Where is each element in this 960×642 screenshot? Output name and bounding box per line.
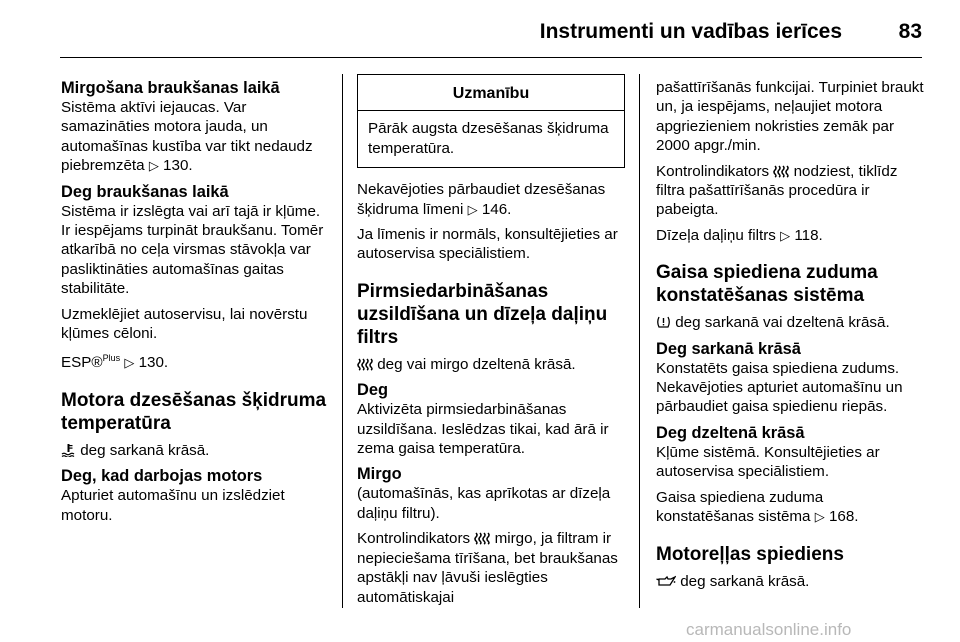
- column-1: [61, 78, 329, 531]
- reference-arrow-icon: ▷: [814, 509, 825, 525]
- coolant-section-title: Motora dzesēšanas šķidruma temperatūra: [61, 389, 327, 434]
- yellow-heading: Deg dzeltenā krāsā: [656, 423, 805, 442]
- page-reference-link[interactable]: 168.: [828, 508, 859, 526]
- warning-text: Pārāk augsta dzesēšanas šķidruma temperatūra.: [368, 120, 609, 157]
- deg-heading: Deg: [357, 381, 388, 400]
- page-number: 83: [898, 20, 922, 43]
- reference-arrow-icon: ▷: [780, 227, 791, 243]
- preheat-glow-plug-icon: [474, 532, 490, 545]
- yellow-paragraph: Kļūme sistēmā. Konsultējieties ar autoservisa speciālistiem.: [656, 443, 880, 481]
- normal-paragraph: Ja līmenis ir normāls, konsultējieties ar autoservisa speciālistiem.: [357, 226, 618, 263]
- service-paragraph: Uzmeklējiet autoservisu, lai novērstu kļūmes cēloni.: [61, 305, 308, 343]
- system-reference: Gaisa spiediena zuduma konstatēšanas sistēma ▷ 168.: [656, 488, 859, 526]
- column-3: [656, 78, 924, 597]
- column-divider-2: [639, 74, 640, 608]
- blink-paragraph: Sistēma aktīvi iejaucas. Var samazināties motora jauda, un automašīnas kustība var tikt nedaudz piebremzēta ▷ 130.: [61, 99, 313, 175]
- header-divider: [60, 57, 922, 58]
- engine-running-heading: Deg, kad darbojas motors: [61, 467, 263, 486]
- engine-running-paragraph: Apturiet automašīnu un izslēdziet motoru.: [61, 487, 285, 524]
- page-reference-link[interactable]: 118.: [794, 226, 823, 244]
- red-heading: Deg sarkanā krāsā: [656, 339, 801, 358]
- page-title: Instrumenti un vadības ierīces: [539, 20, 842, 43]
- esp-reference: ESP®$^{Plus}$ ▷ 130.: [61, 353, 169, 372]
- indicator-off-paragraph: Kontrolindikators nodziest, tiklīdz filtra pašattīrīšanās procedūra ir pabeigta.: [656, 162, 898, 219]
- lit-paragraph: Sistēma ir izslēgta vai arī tajā ir kļūme. Ir iespējams turpināt braukšanu. Tomēr atkarībā no ceļa virsmas stāvokļa var pasliktināties automašīnas gaitas stabilitāte.: [61, 202, 324, 298]
- lit-heading: Deg braukšanas laikā: [61, 182, 229, 201]
- preheat-glow-plug-icon: [357, 358, 373, 371]
- tyre-paragraph: deg sarkanā vai dzeltenā krāsā.: [656, 313, 924, 332]
- red-paragraph: Konstatēts gaisa spiediena zudums. Nekavējoties apturiet automašīnu un pārbaudiet gaisa spiedienu riepās.: [656, 359, 903, 416]
- coolant-paragraph: deg sarkanā krāsā.: [61, 441, 329, 460]
- blink-heading: Mirgošana braukšanas laikā: [61, 79, 280, 97]
- indicator-paragraph: Kontrolindikators mirgo, ja filtram ir nepieciešama tīrīšana, bet braukšanas apstākļi nav ļāvuši ieslēgties automātiskajai: [357, 530, 618, 606]
- check-paragraph: Nekavējoties pārbaudiet dzesēšanas šķidruma līmeni ▷ 146.: [357, 181, 606, 218]
- page-reference-link[interactable]: 146.: [481, 200, 512, 218]
- reference-arrow-icon: ▷: [124, 355, 135, 371]
- continuation-paragraph: pašattīrīšanās funkcijai. Turpiniet braukt un, ja iespējams, neļaujiet motora apgriezieniem nokristies zemāk par 2000 apgr./min.: [656, 79, 924, 155]
- preheat-glow-plug-icon: [773, 165, 789, 178]
- reference-arrow-icon: ▷: [467, 201, 478, 217]
- column-divider-1: [342, 74, 343, 608]
- coolant-temperature-icon: [61, 443, 76, 457]
- warning-box: [357, 74, 625, 168]
- oil-can-icon: [656, 575, 676, 587]
- preheat-section-title: Pirmsiedarbināšanas uzsildīšana un dīzeļa daļiņu filtrs: [357, 280, 608, 348]
- oil-section-title: Motoreļļas spiediens: [656, 543, 844, 565]
- deg-paragraph: Aktivizēta pirmsiedarbināšanas uzsildīšana. Ieslēdzas tikai, kad ārā ir zema gaisa temperatūra.: [357, 401, 609, 458]
- mirgo-heading: Mirgo: [357, 465, 402, 484]
- filter-reference: Dīzeļa daļiņu filtrs ▷ 118.: [656, 226, 823, 244]
- page-reference-link[interactable]: 130.: [163, 157, 193, 175]
- tyre-section-title: Gaisa spiediena zuduma konstatēšanas sistēma: [656, 262, 878, 307]
- warning-title: Uzmanību: [358, 75, 624, 111]
- mirgo-paragraph: (automašīnās, kas aprīkotas ar dīzeļa daļiņu filtru).: [357, 485, 611, 522]
- tyre-pressure-icon: [656, 315, 671, 329]
- column-2: [357, 78, 625, 613]
- page-reference-link[interactable]: 130.: [138, 354, 169, 372]
- preheat-paragraph: deg vai mirgo dzeltenā krāsā.: [357, 355, 625, 374]
- watermark: carmanualsonline.info: [686, 620, 852, 639]
- reference-arrow-icon: ▷: [148, 158, 159, 174]
- oil-paragraph: deg sarkanā krāsā.: [656, 572, 924, 591]
